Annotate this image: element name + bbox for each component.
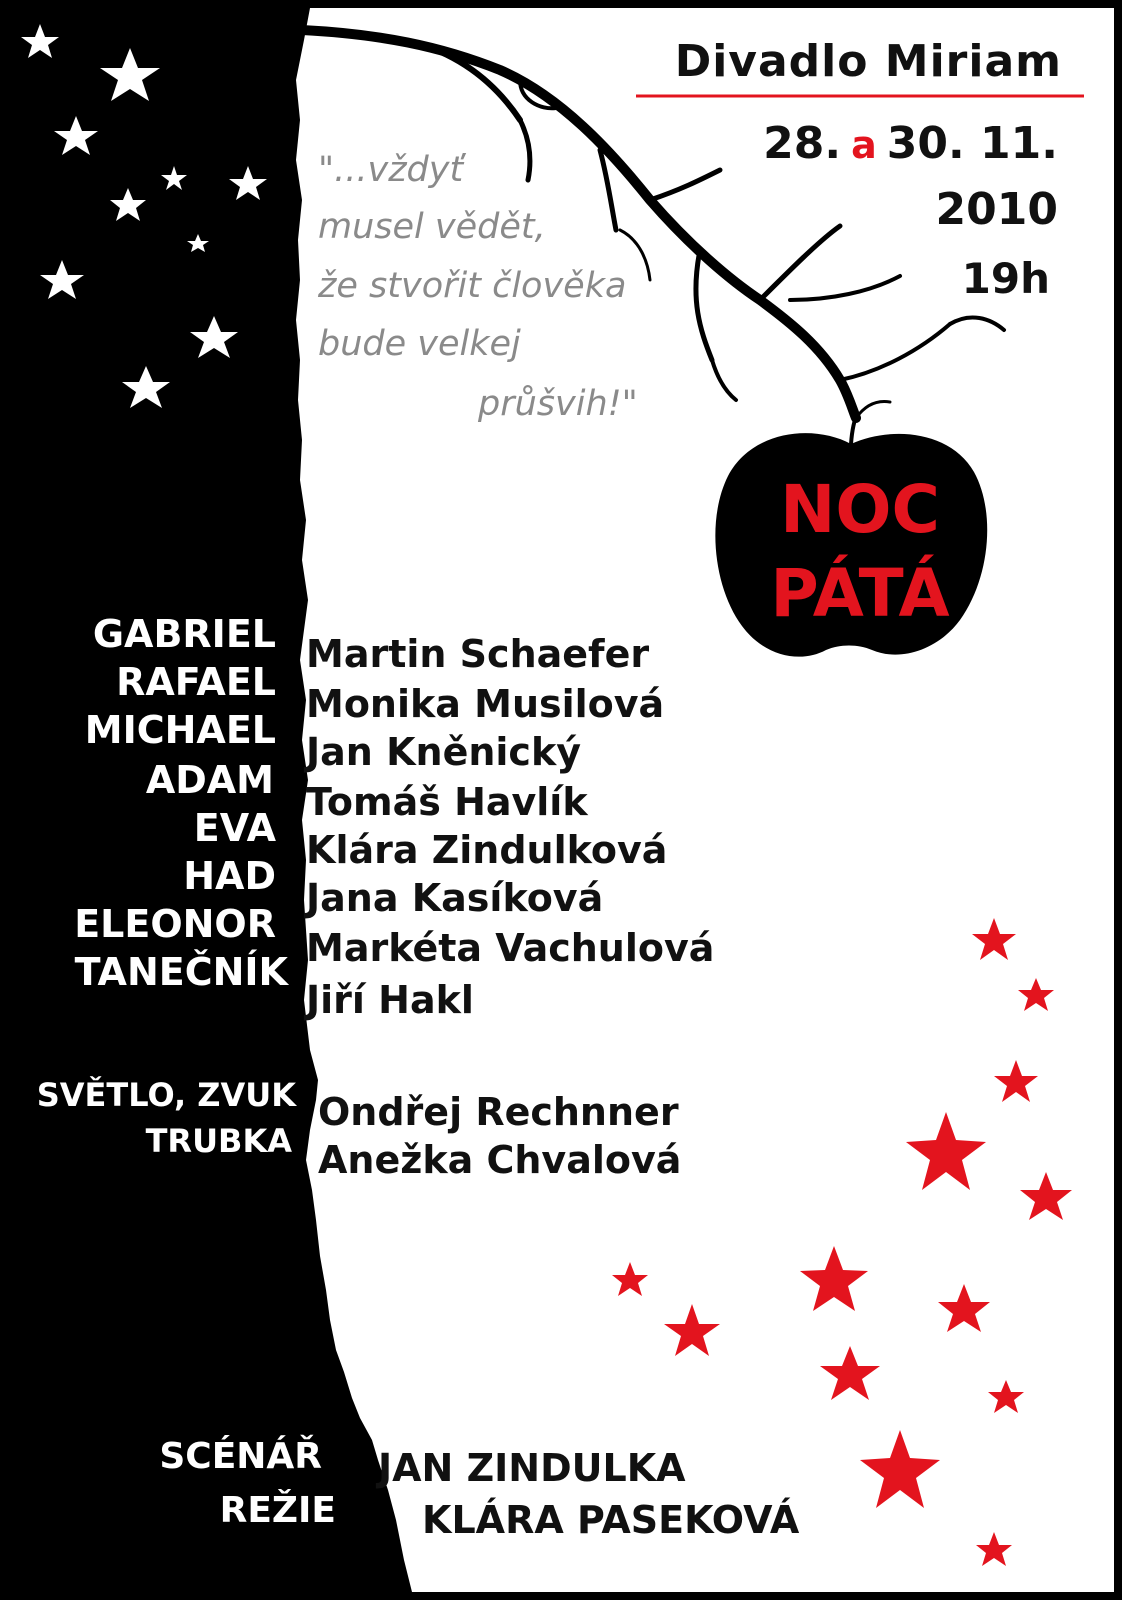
- actor-name: Jan Kněnický: [306, 730, 581, 774]
- role-name: ELEONOR: [74, 902, 276, 946]
- white-star: [100, 48, 160, 101]
- date-first: 28.: [763, 118, 842, 169]
- role-name: MICHAEL: [84, 708, 276, 752]
- white-star: [21, 24, 59, 58]
- actor-name: Jiří Hakl: [306, 978, 474, 1022]
- credit-person: KLÁRA PASEKOVÁ: [422, 1498, 800, 1542]
- crew-role: SVĚTLO, ZVUK: [36, 1076, 296, 1114]
- play-title-line-1: NOC: [780, 471, 940, 548]
- date-second: 30. 11.: [886, 118, 1058, 169]
- role-name: EVA: [193, 806, 276, 850]
- white-star: [161, 166, 187, 190]
- white-star: [229, 166, 267, 200]
- crew-person: Anežka Chvalová: [318, 1138, 682, 1182]
- white-stars: [21, 24, 267, 408]
- credit-role: SCÉNÁŘ: [159, 1436, 322, 1477]
- actor-name: Martin Schaefer: [306, 632, 650, 676]
- white-star: [190, 316, 238, 358]
- performance-time: 19h: [961, 254, 1050, 303]
- role-name: RAFAEL: [116, 660, 276, 704]
- performance-year: 2010: [935, 184, 1058, 235]
- credit-person: JAN ZINDULKA: [378, 1446, 686, 1490]
- play-title-line-2: PÁTÁ: [770, 555, 950, 632]
- role-name: ADAM: [145, 758, 274, 802]
- role-name: HAD: [183, 854, 276, 898]
- play-title: [740, 468, 980, 636]
- credit-role: REŽIE: [219, 1490, 336, 1531]
- actor-name: Jana Kasíková: [306, 876, 604, 920]
- role-name: TANEČNÍK: [74, 950, 288, 994]
- actor-name: Markéta Vachulová: [306, 926, 715, 970]
- actor-name: Klára Zindulková: [306, 828, 668, 872]
- role-name: GABRIEL: [92, 612, 276, 656]
- date-conjunction: a: [851, 123, 877, 167]
- quote-line-2: musel vědět,: [318, 207, 546, 247]
- quote-line-5: průšvih!": [478, 384, 638, 424]
- white-star: [122, 366, 170, 408]
- quote-line-4: bude velkej: [318, 324, 521, 364]
- actor-name: Tomáš Havlík: [306, 780, 588, 824]
- actor-name: Monika Musilová: [306, 682, 665, 726]
- white-star: [187, 234, 209, 252]
- white-star: [40, 260, 84, 299]
- white-star: [110, 188, 146, 221]
- quote-line-3: že stvořit člověka: [318, 266, 627, 306]
- white-star: [54, 116, 98, 155]
- performance-dates: [763, 118, 1058, 169]
- crew-role: TRUBKA: [145, 1122, 292, 1160]
- crew-person: Ondřej Rechnner: [318, 1090, 679, 1134]
- quote-line-1: "...vždyť: [318, 150, 464, 190]
- venue-name: Divadlo Miriam: [674, 36, 1062, 87]
